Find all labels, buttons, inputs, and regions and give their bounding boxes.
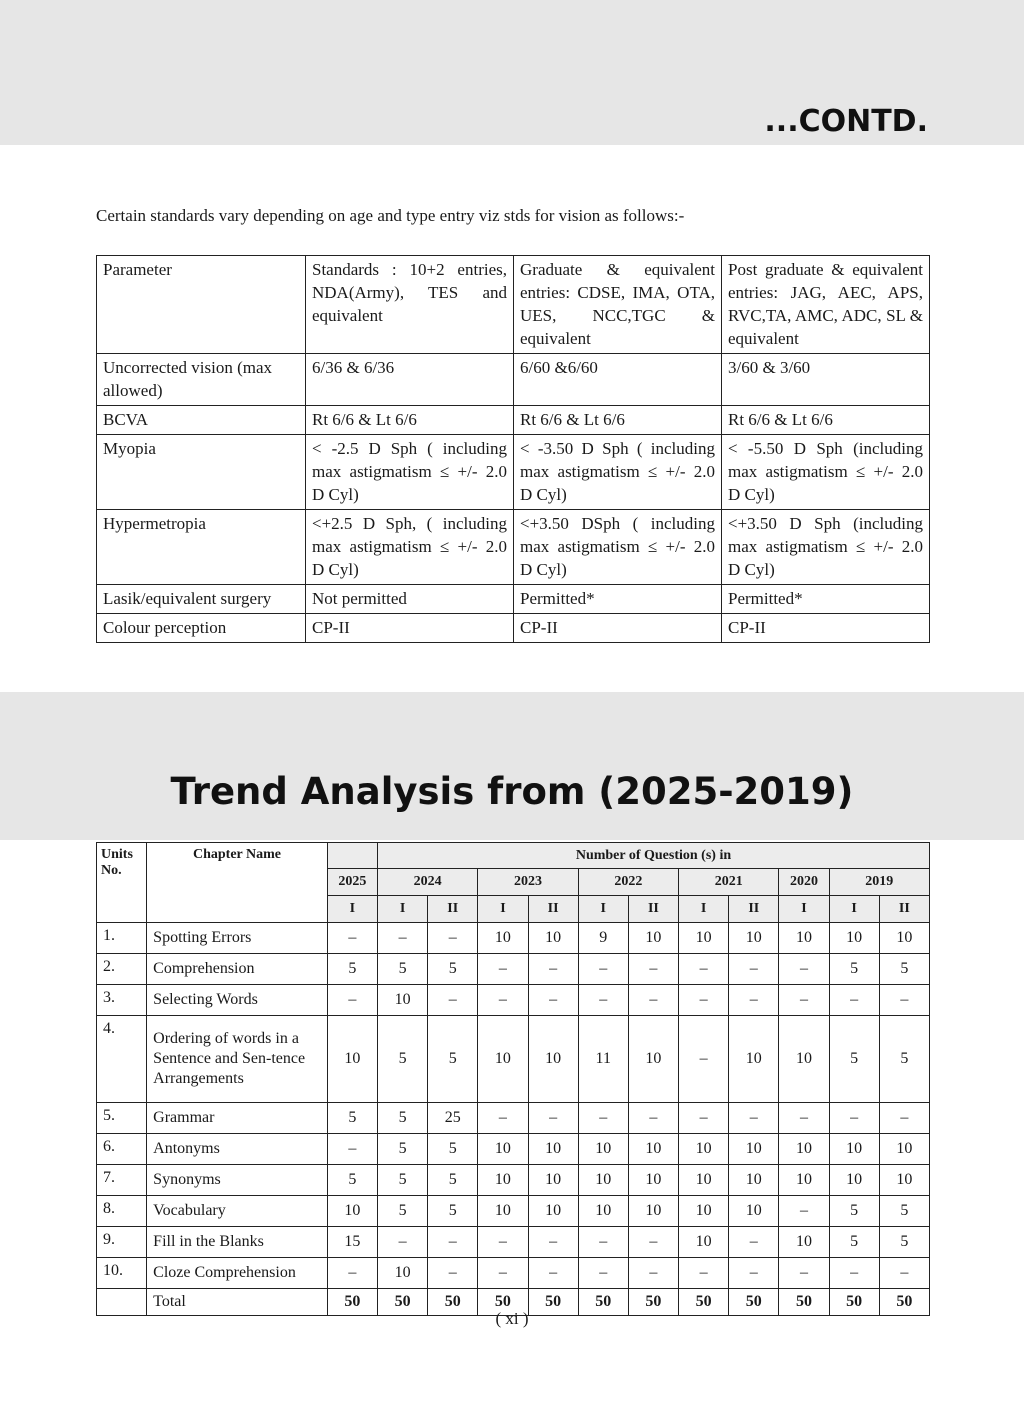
question-count: – (528, 1227, 578, 1258)
question-count: – (779, 1258, 829, 1289)
question-count: 10 (478, 923, 528, 954)
total-count: 50 (578, 1289, 628, 1316)
vision-row (97, 435, 930, 510)
question-count: 10 (779, 1227, 829, 1258)
question-count: – (679, 954, 729, 985)
standard-cell: Permitted* (514, 585, 722, 614)
year-header: 2023 (478, 869, 578, 896)
chapter-name: Cloze Comprehension (147, 1258, 328, 1289)
standard-cell: CP-II (722, 614, 930, 643)
question-count: 5 (879, 1196, 929, 1227)
question-count: 10 (679, 1165, 729, 1196)
chapter-name: Antonyms (147, 1134, 328, 1165)
standard-cell: < -3.50 D Sph ( including max astigmatism ≤ +/- 2.0 D Cyl) (514, 435, 722, 510)
question-count: 5 (377, 1134, 427, 1165)
trend-analysis-table (96, 842, 930, 1316)
table-row (97, 1103, 930, 1134)
question-count: 5 (327, 1103, 377, 1134)
unit-number: 7. (97, 1165, 147, 1196)
question-count: 10 (377, 985, 427, 1016)
question-count: 10 (528, 923, 578, 954)
contd-heading: ...CONTD. (764, 104, 928, 139)
question-count: – (578, 985, 628, 1016)
question-count: 10 (578, 1196, 628, 1227)
question-count: 10 (879, 1134, 929, 1165)
year-header: 2025 (327, 869, 377, 896)
table-row (97, 1196, 930, 1227)
question-count: 5 (377, 1103, 427, 1134)
year-header: 2022 (578, 869, 678, 896)
total-count: 50 (528, 1289, 578, 1316)
question-count: 5 (428, 1016, 478, 1103)
question-count: 10 (327, 1196, 377, 1227)
question-count: – (478, 1258, 528, 1289)
chapter-name: Spotting Errors (147, 923, 328, 954)
question-count: 10 (679, 1134, 729, 1165)
question-count: 10 (528, 1134, 578, 1165)
vision-row (97, 406, 930, 435)
question-count: – (879, 1258, 929, 1289)
question-count: – (829, 1103, 879, 1134)
total-count: 50 (879, 1289, 929, 1316)
table-row (97, 985, 930, 1016)
total-count: 50 (679, 1289, 729, 1316)
unit-number: 1. (97, 923, 147, 954)
question-count: – (779, 954, 829, 985)
total-count: 50 (779, 1289, 829, 1316)
question-count: – (528, 985, 578, 1016)
standard-cell: Post graduate & equivalent entries: JAG, AEC, APS, RVC,TA, AMC, ADC, SL & equivalent (722, 256, 930, 354)
question-count: – (528, 1103, 578, 1134)
question-count: – (377, 923, 427, 954)
question-count: – (628, 1258, 678, 1289)
chapter-name: Comprehension (147, 954, 328, 985)
question-count: – (879, 1103, 929, 1134)
unit-number: 5. (97, 1103, 147, 1134)
question-count: – (628, 1227, 678, 1258)
standard-cell: < -5.50 D Sph (including max astigmatism ≤ +/- 2.0 D Cyl) (722, 435, 930, 510)
standard-cell: CP-II (514, 614, 722, 643)
question-count: 10 (478, 1196, 528, 1227)
chapter-name-header: Chapter Name (147, 843, 328, 923)
year-header: 2024 (377, 869, 477, 896)
trend-analysis-title: Trend Analysis from (2025-2019) (170, 770, 854, 813)
standard-cell: Not permitted (306, 585, 514, 614)
question-count: 10 (528, 1165, 578, 1196)
unit-number: 10. (97, 1258, 147, 1289)
section-band (0, 692, 1024, 840)
chapter-name: Selecting Words (147, 985, 328, 1016)
table-row (97, 1134, 930, 1165)
question-count: – (578, 1258, 628, 1289)
question-count: – (779, 1196, 829, 1227)
question-count: – (729, 1103, 779, 1134)
vision-standards-table (96, 255, 930, 643)
question-count: – (478, 1227, 528, 1258)
question-count: 10 (628, 1016, 678, 1103)
year-header: 2021 (679, 869, 779, 896)
paper-header: II (528, 896, 578, 923)
question-count: 10 (779, 1134, 829, 1165)
question-count: 5 (829, 1227, 879, 1258)
chapter-name: Fill in the Blanks (147, 1227, 328, 1258)
question-count: – (428, 1258, 478, 1289)
question-count: – (628, 954, 678, 985)
question-count: 5 (428, 1134, 478, 1165)
question-count: 10 (779, 1016, 829, 1103)
question-count: – (679, 985, 729, 1016)
standard-cell: < -2.5 D Sph ( including max astigmatism ≤ +/- 2.0 D Cyl) (306, 435, 514, 510)
intro-text: Certain standards vary depending on age and type entry viz stds for vision as follows:- (96, 206, 685, 225)
vision-row (97, 614, 930, 643)
question-count: 11 (578, 1016, 628, 1103)
total-count: 50 (377, 1289, 427, 1316)
unit-number: 2. (97, 954, 147, 985)
question-count: 5 (428, 1196, 478, 1227)
standard-cell: 6/60 &6/60 (514, 354, 722, 406)
question-count: – (578, 954, 628, 985)
question-count: – (829, 985, 879, 1016)
table-row (97, 1165, 930, 1196)
question-count: – (478, 1103, 528, 1134)
standard-cell: <+2.5 D Sph, ( including max astigmatism ≤ +/- 2.0 D Cyl) (306, 510, 514, 585)
standard-cell: Rt 6/6 & Lt 6/6 (306, 406, 514, 435)
question-count: – (578, 1227, 628, 1258)
standard-cell: Standards : 10+2 entries, NDA(Army), TES and equivalent (306, 256, 514, 354)
paper-header: I (377, 896, 427, 923)
question-count: 10 (679, 923, 729, 954)
question-count: – (628, 985, 678, 1016)
standard-cell: 3/60 & 3/60 (722, 354, 930, 406)
question-count: 5 (829, 954, 879, 985)
question-count: 5 (879, 1227, 929, 1258)
total-count: 50 (628, 1289, 678, 1316)
question-count: 10 (628, 1134, 678, 1165)
question-count: 10 (528, 1196, 578, 1227)
parameter-cell: Hypermetropia (97, 510, 306, 585)
question-count: 5 (428, 954, 478, 985)
question-count: – (729, 1227, 779, 1258)
unit-number: 6. (97, 1134, 147, 1165)
question-count: 10 (729, 1165, 779, 1196)
year-header: 2019 (829, 869, 929, 896)
question-count: – (729, 985, 779, 1016)
question-count: 5 (377, 1016, 427, 1103)
question-count: 10 (628, 923, 678, 954)
chapter-name: Synonyms (147, 1165, 328, 1196)
question-count: 10 (879, 923, 929, 954)
standard-cell: Rt 6/6 & Lt 6/6 (514, 406, 722, 435)
vision-header-row (97, 256, 930, 354)
question-count: 10 (478, 1016, 528, 1103)
question-count: – (729, 1258, 779, 1289)
parameter-cell: Colour perception (97, 614, 306, 643)
question-count: – (327, 1134, 377, 1165)
question-count: – (829, 1258, 879, 1289)
standard-cell: <+3.50 DSph ( including max astigmatism ≤ +/- 2.0 D Cyl) (514, 510, 722, 585)
question-count: 10 (779, 923, 829, 954)
chapter-name: Ordering of words in a Sentence and Sen-tence Arrangements (147, 1016, 328, 1103)
question-count: 5 (829, 1196, 879, 1227)
question-count: 5 (428, 1165, 478, 1196)
question-count: – (327, 985, 377, 1016)
chapter-name: Vocabulary (147, 1196, 328, 1227)
question-count: – (679, 1103, 729, 1134)
question-count: – (729, 954, 779, 985)
question-count: 10 (679, 1227, 729, 1258)
question-count: – (428, 923, 478, 954)
year-header: 2020 (779, 869, 829, 896)
question-count: – (428, 985, 478, 1016)
vision-row (97, 585, 930, 614)
table-row (97, 1227, 930, 1258)
question-count: 10 (578, 1134, 628, 1165)
table-row (97, 923, 930, 954)
question-count: 5 (327, 1165, 377, 1196)
question-count: – (528, 954, 578, 985)
question-count: 5 (377, 1196, 427, 1227)
question-count: – (327, 1258, 377, 1289)
question-count: – (578, 1103, 628, 1134)
parameter-cell: Uncorrected vision (max allowed) (97, 354, 306, 406)
question-count: 10 (729, 923, 779, 954)
paper-header: I (578, 896, 628, 923)
question-count: 5 (879, 954, 929, 985)
question-count: 10 (829, 1165, 879, 1196)
question-count: 10 (327, 1016, 377, 1103)
standard-cell: 6/36 & 6/36 (306, 354, 514, 406)
question-count: 10 (628, 1165, 678, 1196)
question-count: – (377, 1227, 427, 1258)
parameter-cell: Lasik/equivalent surgery (97, 585, 306, 614)
parameter-cell: BCVA (97, 406, 306, 435)
question-count: 10 (478, 1165, 528, 1196)
total-count: 50 (829, 1289, 879, 1316)
chapter-name: Grammar (147, 1103, 328, 1134)
question-count: 10 (829, 1134, 879, 1165)
paper-header: II (428, 896, 478, 923)
unit-number: 8. (97, 1196, 147, 1227)
question-count: 10 (879, 1165, 929, 1196)
question-count: – (779, 1103, 829, 1134)
vision-row (97, 510, 930, 585)
question-count: 10 (679, 1196, 729, 1227)
question-count: – (679, 1258, 729, 1289)
question-count: 5 (829, 1016, 879, 1103)
total-count: 50 (428, 1289, 478, 1316)
question-count: 10 (729, 1134, 779, 1165)
question-count: 15 (327, 1227, 377, 1258)
total-count: 50 (478, 1289, 528, 1316)
question-count: 10 (528, 1016, 578, 1103)
question-count: 10 (578, 1165, 628, 1196)
paper-header: I (327, 896, 377, 923)
paper-header: I (779, 896, 829, 923)
table-row (97, 954, 930, 985)
page-number: ( xi ) (495, 1309, 529, 1328)
paper-header: II (628, 896, 678, 923)
question-count: 5 (377, 1165, 427, 1196)
question-count: – (628, 1103, 678, 1134)
question-count: 10 (729, 1196, 779, 1227)
parameter-cell: Parameter (97, 256, 306, 354)
question-count: – (779, 985, 829, 1016)
question-count: – (879, 985, 929, 1016)
question-count: 5 (327, 954, 377, 985)
question-count: – (428, 1227, 478, 1258)
question-count: – (478, 954, 528, 985)
question-count: – (679, 1016, 729, 1103)
unit-number: 3. (97, 985, 147, 1016)
question-count: 5 (377, 954, 427, 985)
paper-header: I (829, 896, 879, 923)
question-count: 9 (578, 923, 628, 954)
question-count: 10 (377, 1258, 427, 1289)
paper-header: I (478, 896, 528, 923)
standard-cell: CP-II (306, 614, 514, 643)
question-count: 10 (628, 1196, 678, 1227)
total-label: Total (147, 1289, 328, 1316)
parameter-cell: Myopia (97, 435, 306, 510)
vision-row (97, 354, 930, 406)
question-count: 10 (829, 923, 879, 954)
standard-cell: Graduate & equivalent entries: CDSE, IMA, OTA, UES, NCC,TGC & equivalent (514, 256, 722, 354)
total-count: 50 (327, 1289, 377, 1316)
paper-header: II (879, 896, 929, 923)
question-count: 5 (879, 1016, 929, 1103)
units-no-header: Units No. (97, 843, 147, 923)
question-count: 25 (428, 1103, 478, 1134)
standard-cell: <+3.50 D Sph (including max astigmatism ≤ +/- 2.0 D Cyl) (722, 510, 930, 585)
question-count: 10 (478, 1134, 528, 1165)
question-count-header: Number of Question (s) in (377, 843, 929, 869)
question-count: – (478, 985, 528, 1016)
unit-number: 4. (97, 1016, 147, 1103)
paper-header: II (729, 896, 779, 923)
paper-header: I (679, 896, 729, 923)
table-row (97, 1016, 930, 1103)
table-row (97, 1258, 930, 1289)
question-count: – (327, 923, 377, 954)
standard-cell: Permitted* (722, 585, 930, 614)
standard-cell: Rt 6/6 & Lt 6/6 (722, 406, 930, 435)
question-count: – (528, 1258, 578, 1289)
question-count: 10 (729, 1016, 779, 1103)
unit-number: 9. (97, 1227, 147, 1258)
total-count: 50 (729, 1289, 779, 1316)
blank-header-cell (327, 843, 377, 869)
question-count: 10 (779, 1165, 829, 1196)
